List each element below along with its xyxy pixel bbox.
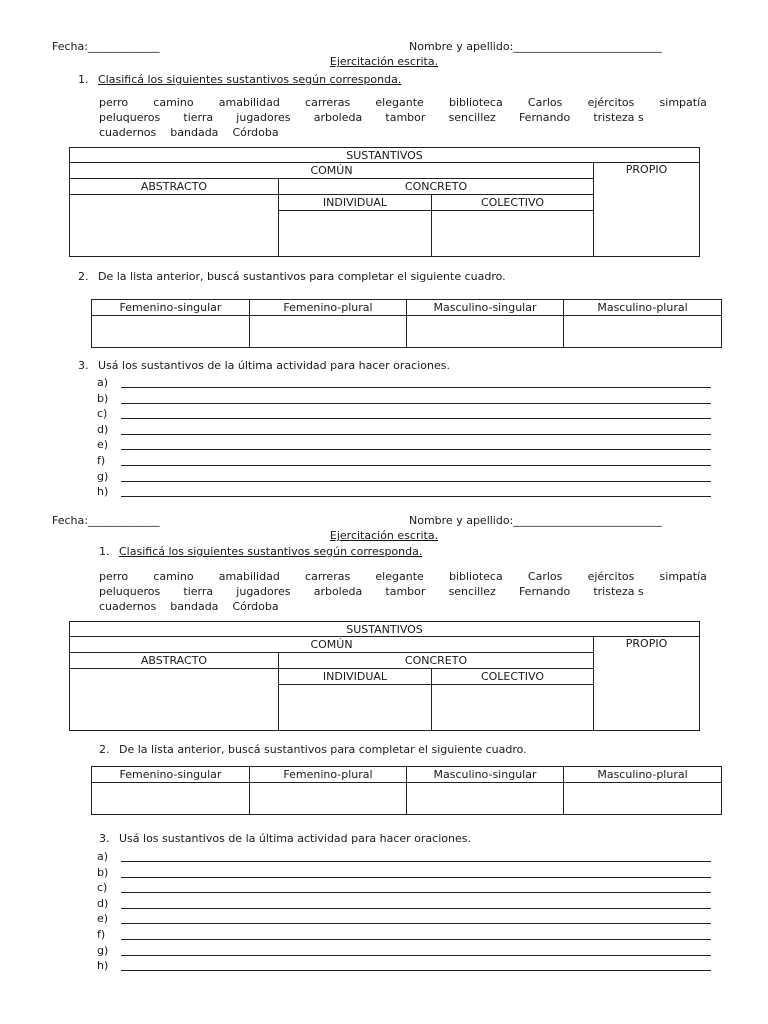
line-label: g)	[97, 943, 109, 957]
question-text: Usá los sustantivos de la última actividad para hacer oraciones.	[98, 359, 450, 372]
sentence-line-g[interactable]	[97, 944, 711, 960]
sentence-line-c[interactable]	[97, 881, 711, 897]
word-list	[99, 569, 707, 614]
worksheet-1	[0, 40, 768, 514]
line-label: b)	[97, 865, 109, 879]
word: elegante	[375, 570, 424, 583]
header-femenino-singular: Femenino-singular	[92, 300, 250, 316]
worksheet-2	[0, 514, 768, 988]
word: amabilidad	[218, 570, 280, 583]
table-heading-concreto: CONCRETO	[279, 653, 594, 669]
word: perro	[99, 570, 129, 583]
table-heading-comun: COMÚN	[70, 163, 594, 179]
name-field[interactable]: Nombre y apellido:___________________________	[409, 40, 662, 53]
answer-cell[interactable]	[92, 783, 250, 815]
question-text: De la lista anterior, buscá sustantivos para completar el siguiente cuadro.	[98, 270, 506, 283]
word-line-2	[99, 584, 707, 599]
answer-cell[interactable]	[564, 316, 722, 348]
table-heading-individual: INDIVIDUAL	[279, 195, 432, 211]
word-line-1	[99, 95, 707, 110]
line-label: c)	[97, 407, 108, 421]
line-label: h)	[97, 485, 109, 499]
sentence-line-d[interactable]	[97, 897, 711, 913]
word: Fernando	[518, 111, 571, 124]
line-label: c)	[97, 881, 108, 895]
word: sencillez	[448, 111, 496, 124]
word-list	[99, 95, 707, 140]
word: simpatía	[659, 96, 707, 109]
word: elegante	[375, 96, 424, 109]
table-heading-abstracto: ABSTRACTO	[70, 653, 279, 669]
line-label: g)	[97, 469, 109, 483]
word: peluqueros	[99, 111, 161, 124]
individual-cell[interactable]	[279, 685, 432, 731]
question-text: Clasificá los siguientes sustantivos según corresponda.	[119, 545, 423, 558]
word: camino	[153, 570, 194, 583]
word: tambor	[385, 585, 426, 598]
header	[52, 514, 714, 530]
colectivo-cell[interactable]	[432, 211, 594, 257]
word: tristeza s	[593, 111, 644, 124]
sentence-line-h[interactable]	[97, 485, 711, 501]
table-heading-colectivo: COLECTIVO	[432, 669, 594, 685]
word: bandada	[170, 126, 219, 139]
line-label: a)	[97, 376, 109, 389]
word: ejércitos	[587, 570, 635, 583]
word: Fernando	[518, 585, 571, 598]
word: camino	[153, 96, 194, 109]
question-number: 2.	[78, 270, 89, 283]
sentence-line-c[interactable]	[97, 407, 711, 423]
header-femenino-plural: Femenino-plural	[250, 300, 407, 316]
date-field[interactable]: Fecha:_____________	[52, 514, 160, 527]
word: carreras	[305, 570, 351, 583]
question-number: 2.	[99, 743, 110, 756]
question-number: 1.	[78, 73, 89, 86]
table-heading-comun: COMÚN	[70, 637, 594, 653]
sentence-line-b[interactable]	[97, 392, 711, 408]
word: tristeza s	[593, 585, 644, 598]
word-line-2	[99, 110, 707, 125]
header-masculino-singular: Masculino-singular	[407, 300, 564, 316]
propio-column[interactable]	[594, 637, 700, 731]
word: cuadernos	[99, 600, 157, 613]
line-label: d)	[97, 896, 109, 910]
word: arboleda	[313, 111, 363, 124]
answer-cell[interactable]	[92, 316, 250, 348]
word: biblioteca	[448, 570, 503, 583]
sentence-line-e[interactable]	[97, 438, 711, 454]
abstracto-cell[interactable]	[70, 195, 279, 257]
line-label: d)	[97, 422, 109, 436]
question-text: Usá los sustantivos de la última actividad para hacer oraciones.	[119, 832, 471, 845]
word: arboleda	[313, 585, 363, 598]
header-femenino-singular: Femenino-singular	[92, 767, 250, 783]
individual-cell[interactable]	[279, 211, 432, 257]
word: Carlos	[527, 96, 563, 109]
word-line-3	[99, 599, 707, 614]
header	[52, 40, 714, 56]
classification-table	[69, 147, 700, 257]
sentence-lines	[97, 850, 711, 975]
gender-number-table	[91, 299, 722, 348]
header-masculino-singular: Masculino-singular	[407, 767, 564, 783]
line-label: b)	[97, 391, 109, 405]
word: sencillez	[448, 585, 496, 598]
question-text: De la lista anterior, buscá sustantivos para completar el siguiente cuadro.	[119, 743, 527, 756]
header-masculino-plural: Masculino-plural	[564, 767, 722, 783]
line-label: f)	[97, 927, 106, 941]
word: ejércitos	[587, 96, 635, 109]
sentence-line-a[interactable]	[97, 376, 711, 392]
header-femenino-plural: Femenino-plural	[250, 767, 407, 783]
answer-cell[interactable]	[407, 783, 564, 815]
classification-table	[69, 621, 700, 731]
table-heading-sustantivos: SUSTANTIVOS	[70, 148, 700, 163]
table-heading-propio: PROPIO	[625, 637, 668, 650]
page-title: Ejercitación escrita.	[329, 55, 439, 68]
word: cuadernos	[99, 126, 157, 139]
page-title: Ejercitación escrita.	[329, 529, 439, 542]
propio-column[interactable]	[594, 163, 700, 257]
table-heading-sustantivos: SUSTANTIVOS	[70, 622, 700, 637]
sentence-line-a[interactable]	[97, 850, 711, 866]
answer-cell[interactable]	[564, 783, 722, 815]
table-heading-propio: PROPIO	[625, 163, 668, 176]
question-number: 1.	[99, 545, 110, 558]
word: amabilidad	[218, 96, 280, 109]
question-number: 3.	[99, 832, 110, 845]
word: jugadores	[236, 585, 291, 598]
word: perro	[99, 96, 129, 109]
sentence-line-g[interactable]	[97, 470, 711, 486]
word: tambor	[385, 111, 426, 124]
sentence-line-h[interactable]	[97, 959, 711, 975]
line-label: e)	[97, 438, 109, 452]
word-line-3	[99, 125, 707, 140]
word: simpatía	[659, 570, 707, 583]
sentence-line-b[interactable]	[97, 866, 711, 882]
answer-cell[interactable]	[407, 316, 564, 348]
date-field[interactable]: Fecha:_____________	[52, 40, 160, 53]
word: tierra	[183, 585, 214, 598]
line-label: f)	[97, 453, 106, 467]
question-text: Clasificá los siguientes sustantivos según corresponda.	[98, 73, 402, 86]
question-number: 3.	[78, 359, 89, 372]
table-heading-individual: INDIVIDUAL	[279, 669, 432, 685]
answer-cell[interactable]	[250, 783, 407, 815]
table-heading-abstracto: ABSTRACTO	[70, 179, 279, 195]
sentence-lines	[97, 376, 711, 501]
line-label: a)	[97, 850, 109, 863]
gender-number-table	[91, 766, 722, 815]
word: Córdoba	[232, 126, 279, 139]
name-field[interactable]: Nombre y apellido:___________________________	[409, 514, 662, 527]
sentence-line-d[interactable]	[97, 423, 711, 439]
sentence-line-e[interactable]	[97, 912, 711, 928]
word: Carlos	[527, 570, 563, 583]
sentence-line-f[interactable]	[97, 454, 711, 470]
header-masculino-plural: Masculino-plural	[564, 300, 722, 316]
abstracto-cell[interactable]	[70, 669, 279, 731]
line-label: h)	[97, 959, 109, 973]
word: biblioteca	[448, 96, 503, 109]
word: carreras	[305, 96, 351, 109]
word: tierra	[183, 111, 214, 124]
word-line-1	[99, 569, 707, 584]
table-heading-colectivo: COLECTIVO	[432, 195, 594, 211]
word: bandada	[170, 600, 219, 613]
line-label: e)	[97, 912, 109, 926]
word: jugadores	[236, 111, 291, 124]
answer-cell[interactable]	[250, 316, 407, 348]
table-heading-concreto: CONCRETO	[279, 179, 594, 195]
colectivo-cell[interactable]	[432, 685, 594, 731]
sentence-line-f[interactable]	[97, 928, 711, 944]
word: Córdoba	[232, 600, 279, 613]
word: peluqueros	[99, 585, 161, 598]
